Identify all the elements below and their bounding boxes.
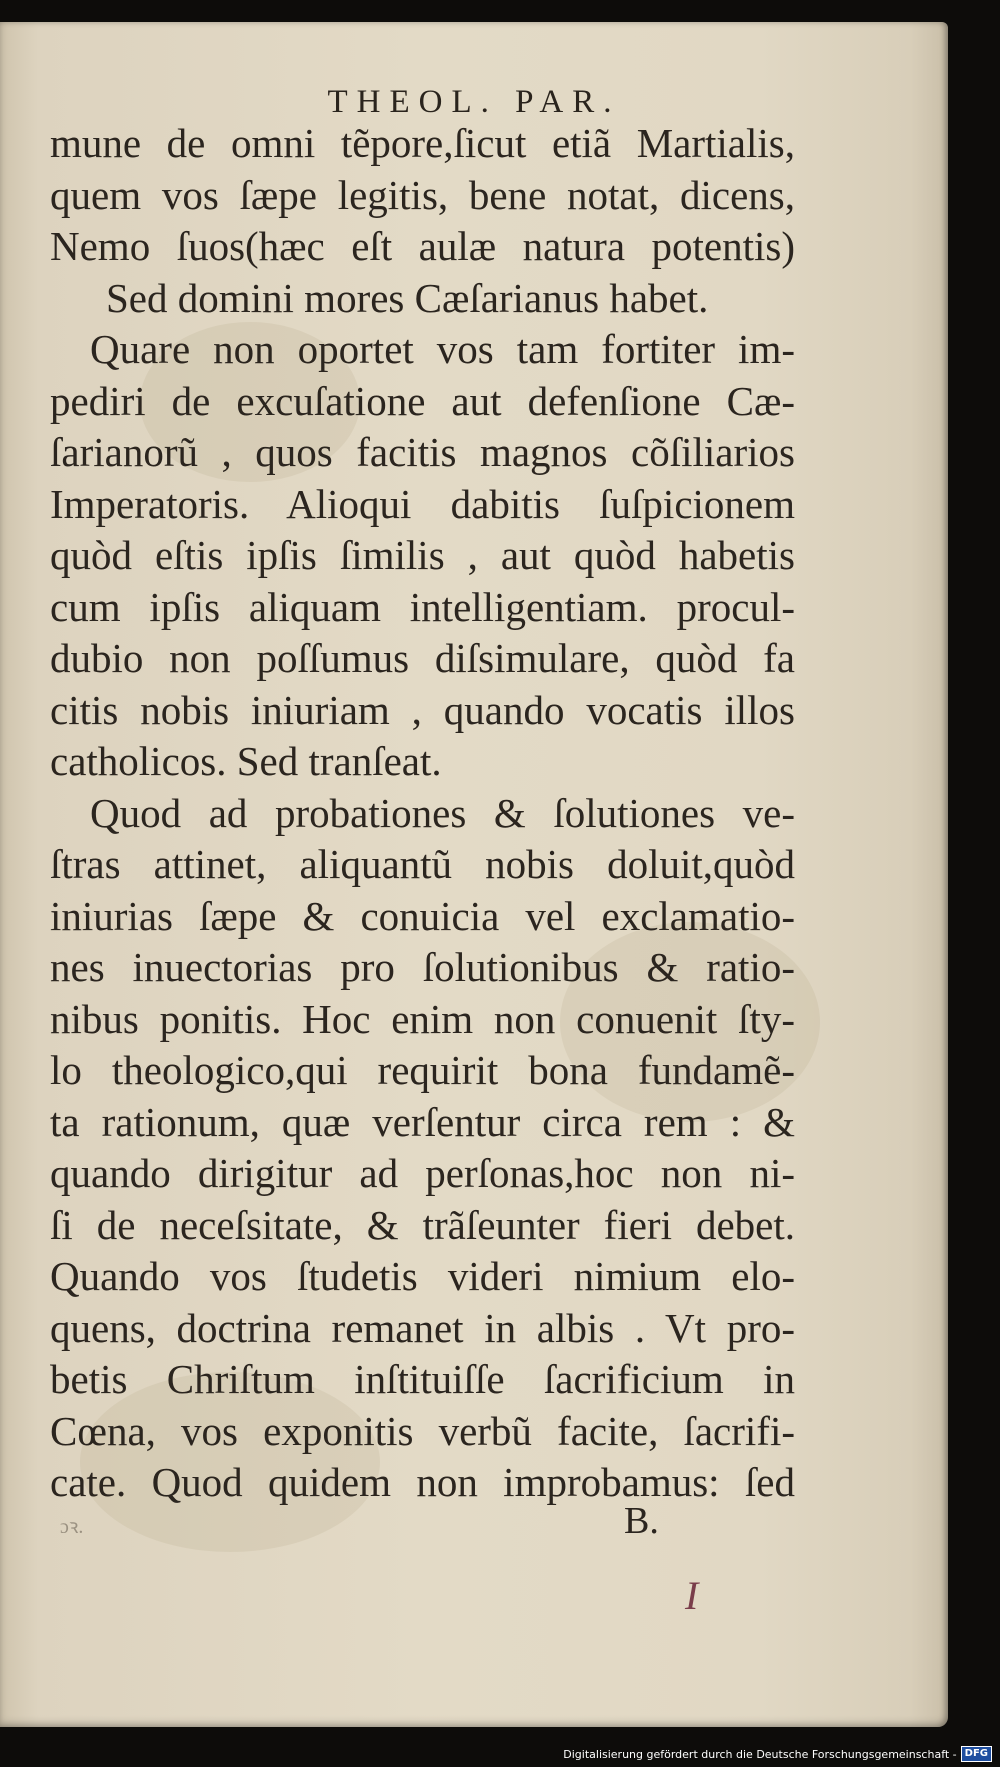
text-line: ſtras attinet, aliquantũ nobis doluit,quòd [50, 841, 795, 887]
text-line: ta rationum, quæ verſentur circa rem : & [50, 1098, 795, 1145]
text-line: ſi de neceſsitate, & trãſeunter fieri debet. [50, 1201, 795, 1248]
text-line: Sed domini mores Cæſarianus habet. [106, 274, 709, 321]
text-line: quòd eſtis ipſis ſimilis , aut quòd habetis [50, 532, 795, 578]
signature-mark: B. [624, 1500, 659, 1542]
text-line: nibus ponitis. Hoc enim non conuenit ſty- [50, 995, 795, 1042]
text-line: Imperatoris. Alioqui dabitis ſuſpicionem [50, 480, 795, 527]
text-line: Quare non oportet vos tam fortiter im- [90, 326, 795, 372]
text-line: cum ipſis aliquam intelligentiam. procul- [50, 583, 795, 630]
running-head: THEOL. PAR. [327, 84, 621, 120]
text-line: lo theologico,qui requirit bona fundamẽ- [50, 1047, 795, 1093]
digitization-footer [563, 1745, 992, 1763]
text-line: catholicos. Sed tranſeat. [50, 738, 442, 784]
text-line: Quando vos ſtudetis videri nimium elo- [50, 1253, 795, 1299]
text-line: cate. Quod quidem non improbamus: ſed [50, 1459, 795, 1505]
text-line: iniurias ſæpe & conuicia vel exclamatio- [50, 892, 795, 939]
text-line: Quod ad probationes & ſolutiones ve- [90, 789, 795, 836]
text-line: quem vos ſæpe legitis, bene notat, dicens, [50, 171, 795, 218]
text-line: betis Chriſtum inſtituiſſe ſacrificium in [50, 1356, 795, 1402]
text-line: mune de omni tẽpore,ſicut etiã Martialis, [50, 120, 795, 166]
text-line: dubio non poſſumus diſsimulare, quòd fa [50, 635, 795, 681]
dfg-logo-icon: DFG [961, 1746, 992, 1762]
text-line: ſarianorũ , quos facitis magnos cõſiliarios [50, 429, 795, 475]
text-line: quens, doctrina remanet in albis . Vt pro- [50, 1304, 795, 1351]
text-line: nes inuectorias pro ſolutionibus & ratio- [50, 944, 795, 990]
footer-credit: Digitalisierung gefördert durch die Deutsche Forschungsgemeinschaft - [563, 1747, 957, 1761]
text-line: citis nobis iniuriam , quando vocatis illos [50, 686, 795, 733]
text-line: Nemo ſuos(hæc eſt aulæ natura potentis) [50, 223, 795, 269]
text-block [50, 118, 795, 1509]
text-line: Cœna, vos exponitis verbũ facite, ſacrifi- [50, 1407, 795, 1454]
book-page [0, 22, 948, 1727]
text-line: pediri de excuſatione aut defenſione Cæ- [50, 377, 795, 424]
ink-smudge: ɔꝛ. [60, 1516, 84, 1538]
pencil-mark: I [685, 1573, 699, 1618]
text-line: quando dirigitur ad perſonas,hoc non ni- [50, 1150, 795, 1196]
